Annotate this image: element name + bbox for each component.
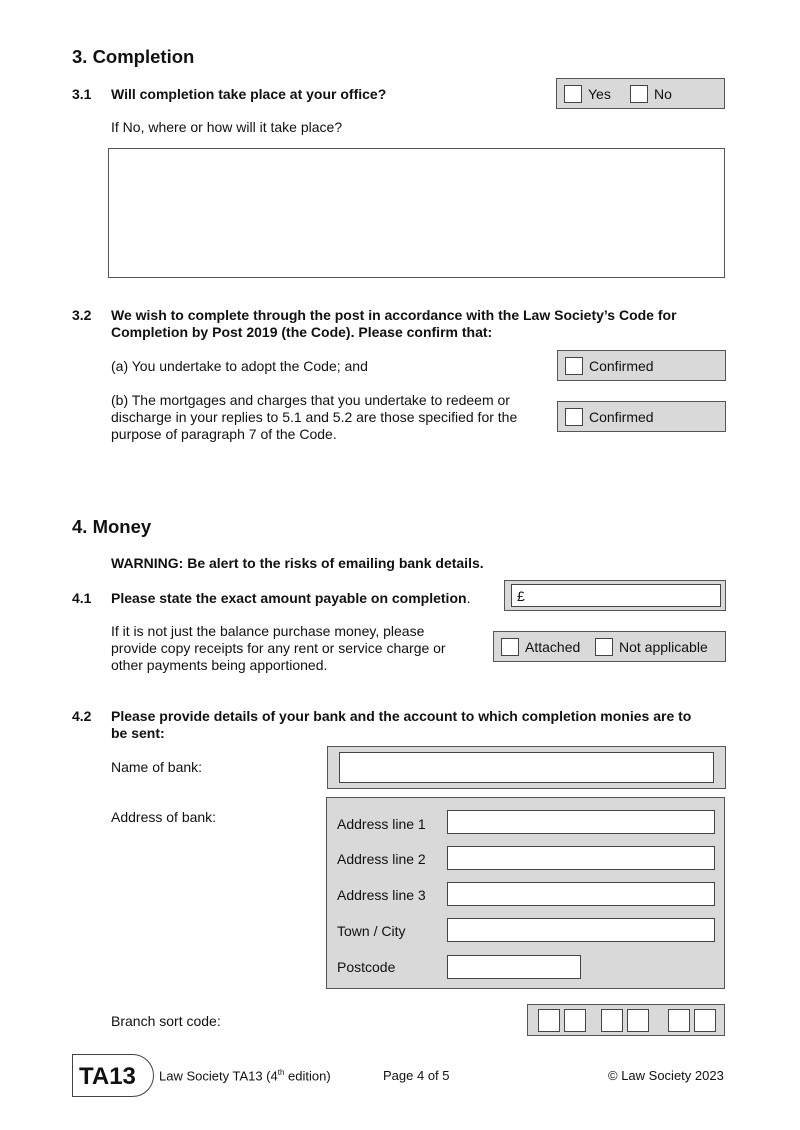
confirm-a-text: (a) You undertake to adopt the Code; and [111,358,368,374]
footer-copyright: © Law Society 2023 [608,1068,724,1083]
question-3-2-text-line1: We wish to complete through the post in accordance with the Law Society’s Code for [111,307,677,323]
bank-details-warning: WARNING: Be alert to the risks of emailing bank details. [111,555,484,571]
sort-code-digit-4[interactable] [627,1009,649,1032]
no-option[interactable] [630,85,672,103]
attached-option[interactable] [501,638,580,656]
confirm-b-group [557,401,726,432]
bank-address-group [326,797,725,989]
sort-code-digit-1[interactable] [538,1009,560,1032]
town-city-label: Town / City [337,923,406,939]
address-line1-input[interactable] [447,810,715,834]
question-3-2-number: 3.2 [72,307,92,323]
yes-label: Yes [588,86,611,102]
postcode-label: Postcode [337,959,396,975]
question-4-1-text: Please state the exact amount payable on completion. [111,590,471,606]
sort-code-digit-6[interactable] [694,1009,716,1032]
section-3-title: 3. Completion [72,46,195,67]
sort-code-digit-2[interactable] [564,1009,586,1032]
question-4-1-number: 4.1 [72,590,92,606]
confirm-a-group [557,350,726,381]
not-applicable-label: Not applicable [619,639,708,655]
question-3-1-text: Will completion take place at your office? [111,86,387,102]
confirm-a-checkbox[interactable] [565,357,583,375]
form-badge [72,1054,154,1097]
confirm-b-text-line2: discharge in your replies to 5.1 and 5.2 are those specified for the [111,409,518,425]
yes-no-group [556,78,725,109]
amount-input[interactable] [511,584,721,607]
confirm-a-label: Confirmed [589,358,654,374]
receipts-text-line2: provide copy receipts for any rent or service charge or [111,640,446,656]
bank-name-input[interactable] [339,752,714,783]
address-line2-label: Address line 2 [337,851,426,867]
address-line3-label: Address line 3 [337,887,426,903]
currency-symbol: £ [517,588,525,604]
no-checkbox[interactable] [630,85,648,103]
footer-form-name: Law Society TA13 (4th edition) [159,1068,331,1084]
town-city-input[interactable] [447,918,715,942]
sort-code-digit-5[interactable] [668,1009,690,1032]
address-line1-label: Address line 1 [337,816,426,832]
confirm-b-option[interactable] [565,408,654,426]
completion-location-prompt: If No, where or how will it take place? [111,119,343,135]
address-line3-input[interactable] [447,882,715,906]
sort-code-group [527,1004,725,1036]
not-applicable-option[interactable] [595,638,708,656]
confirm-b-checkbox[interactable] [565,408,583,426]
confirm-b-label: Confirmed [589,409,654,425]
yes-checkbox[interactable] [564,85,582,103]
question-4-2-text-line2: be sent: [111,725,165,741]
sort-code-digit-3[interactable] [601,1009,623,1032]
completion-location-textarea[interactable] [108,148,725,278]
attached-label: Attached [525,639,581,655]
address-line2-input[interactable] [447,846,715,870]
form-badge-text: TA13 [79,1063,136,1090]
question-3-1-number: 3.1 [72,86,92,102]
receipts-text-line1: If it is not just the balance purchase money, please [111,623,425,639]
confirm-b-text-line1: (b) The mortgages and charges that you undertake to redeem or [111,392,510,408]
no-label: No [654,86,672,102]
question-3-2-text-line2: Completion by Post 2019 (the Code). Please confirm that: [111,324,493,340]
question-4-2-text-line1: Please provide details of your bank and the account to which completion monies are to [111,708,692,724]
bank-name-group [327,746,726,789]
not-applicable-checkbox[interactable] [595,638,613,656]
question-4-2-number: 4.2 [72,708,92,724]
attached-checkbox[interactable] [501,638,519,656]
bank-name-label: Name of bank: [111,759,203,775]
confirm-b-text-line3: purpose of paragraph 7 of the Code. [111,426,337,442]
yes-option[interactable] [564,85,611,103]
section-4-title: 4. Money [72,516,152,537]
receipts-text-line3: other payments being apportioned. [111,657,328,673]
footer-page-number: Page 4 of 5 [383,1068,450,1083]
attached-group [493,631,726,662]
sort-code-label: Branch sort code: [111,1013,221,1029]
postcode-input[interactable] [447,955,581,979]
confirm-a-option[interactable] [565,357,654,375]
amount-group [504,580,726,611]
bank-address-label: Address of bank: [111,809,217,825]
